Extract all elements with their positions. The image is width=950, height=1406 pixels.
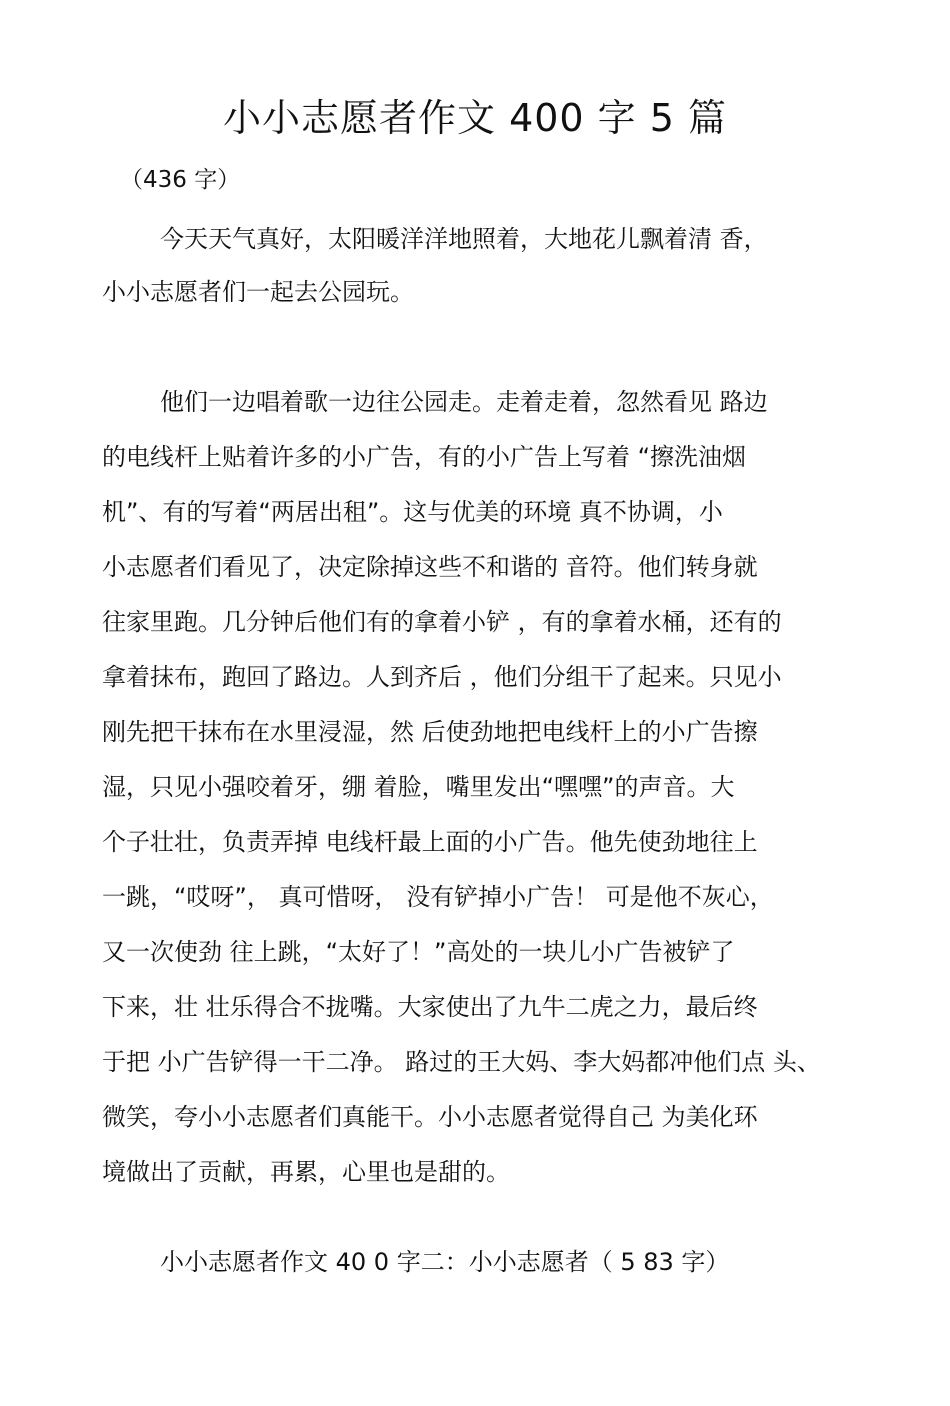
paragraph-2-line: 一跳，“哎呀”， 真可惜呀， 没有铲掉小广告！ 可是他不灰心，	[102, 883, 774, 911]
document-title: 小小志愿者作文 400 字 5 篇	[222, 96, 728, 140]
paragraph-2-line: 境做出了贡献，再累，心里也是甜的。	[102, 1158, 510, 1186]
paragraph-2-line: 于把 小广告铲得一干二净。 路过的王大妈、李大妈都冲他们点 头、	[102, 1048, 821, 1076]
paragraph-2-line: 微笑，夸小小志愿者们真能干。小小志愿者觉得自己 为美化环	[102, 1103, 758, 1131]
paragraph-2-line: 湿，只见小强咬着牙，绷 着脸，嘴里发出“嘿嘿”的声音。大	[102, 773, 735, 801]
paragraph-2-line: 往家里跑。几分钟后他们有的拿着小铲 ，有的拿着水桶，还有的	[102, 608, 782, 636]
paragraph-1-line: 小小志愿者们一起去公园玩。	[102, 278, 414, 306]
paragraph-2-line: 机”、有的写着“两居出租”。这与优美的环境 真不协调，小	[102, 498, 723, 526]
paragraph-2-line: 刚先把干抹布在水里浸湿，然 后使劲地把电线杆上的小广告擦	[102, 718, 758, 746]
paragraph-1-line: 今天天气真好，太阳暖洋洋地照着，大地花儿飘着清 香，	[160, 225, 768, 253]
paragraph-2-line: 拿着抹布，跑回了路边。人到齐后 ，他们分组干了起来。只见小	[102, 663, 782, 691]
paragraph-2-line: 又一次使劲 往上跳，“太好了！”高处的一块儿小广告被铲了	[102, 938, 735, 966]
section-subheading: 小小志愿者作文 40 0 字二：小小志愿者（ 5 83 字）	[160, 1248, 730, 1276]
paragraph-2-line: 个子壮壮，负责弄掉 电线杆最上面的小广告。他先使劲地往上	[102, 828, 758, 856]
paragraph-2-line: 下来，壮 壮乐得合不拢嘴。大家使出了九牛二虎之力，最后终	[102, 993, 758, 1021]
word-count: （436 字）	[120, 167, 241, 193]
paragraph-2-line: 他们一边唱着歌一边往公园走。走着走着，忽然看见 路边	[160, 388, 768, 416]
paragraph-2-line: 的电线杆上贴着许多的小广告，有的小广告上写着 “擦洗油烟	[102, 443, 747, 471]
paragraph-2-line: 小志愿者们看见了，决定除掉这些不和谐的 音符。他们转身就	[102, 553, 758, 581]
